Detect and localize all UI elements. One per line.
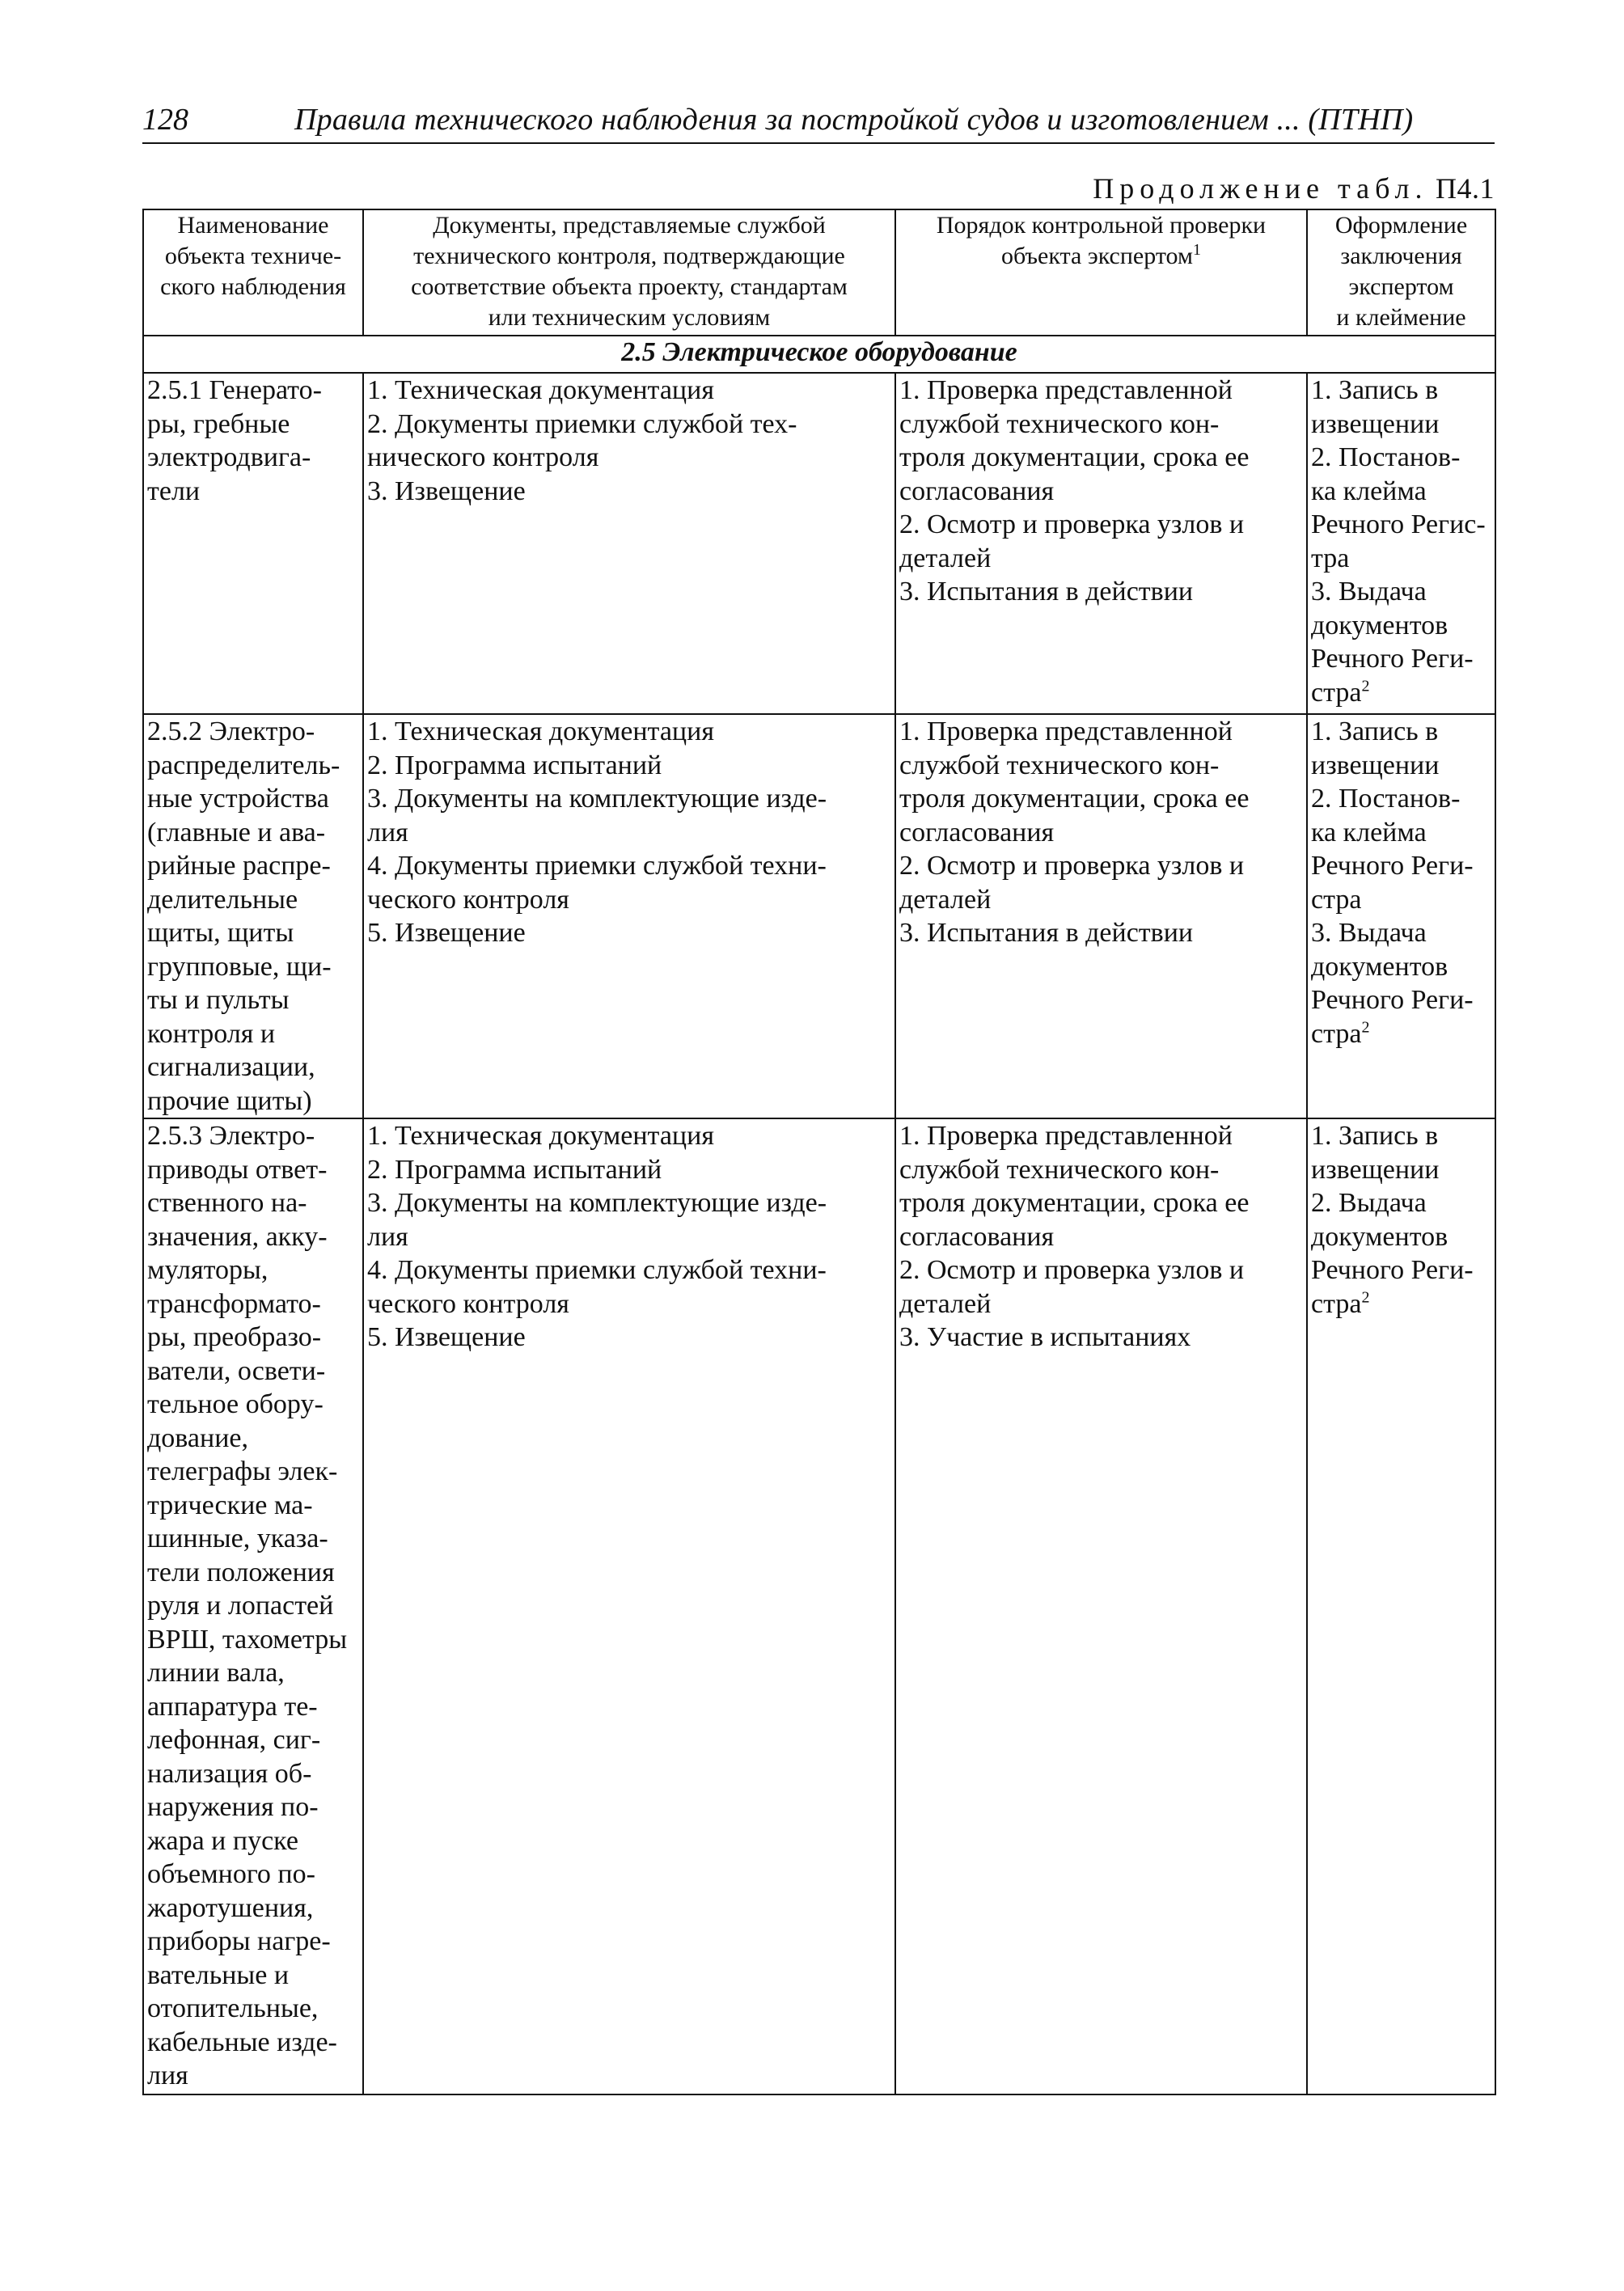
- cell-line: ка клейма: [1311, 817, 1427, 848]
- cell-line: 4. Документы приемки службой техни-: [367, 1255, 827, 1285]
- cell-line: Речного Реги-: [1311, 985, 1474, 1015]
- documents-cell: [363, 373, 895, 714]
- cell-line: тели положения: [147, 1557, 335, 1587]
- cell-line: деталей: [899, 543, 992, 573]
- cell-line: 2. Выдача: [1311, 1188, 1427, 1218]
- object-name-cell: [143, 373, 363, 714]
- header-line: экспертом: [1348, 273, 1454, 300]
- header-line: объекта техниче-: [164, 243, 342, 269]
- cell-line: службой технического кон-: [899, 408, 1220, 439]
- cell-line: (главные и ава-: [147, 817, 326, 848]
- running-head: [142, 102, 1495, 142]
- cell-line: 1. Проверка представленной: [899, 716, 1233, 746]
- documents-cell: [363, 714, 895, 1118]
- cell-line: ватели, освети-: [147, 1355, 326, 1386]
- cell-line: приводы ответ-: [147, 1154, 328, 1185]
- cell-line: 5. Извещение: [367, 918, 526, 948]
- cell-line: ры, преобразо-: [147, 1322, 322, 1352]
- header-line: соответствие объекта проекту, стандартам: [411, 273, 848, 300]
- cell-line: Речного Регис-: [1311, 509, 1486, 539]
- cell-line: документов: [1311, 951, 1448, 982]
- running-title: Правила технического наблюдения за постройкой судов и изготовлением ... (ПТНП): [294, 103, 1414, 137]
- cell-line: 2.5.1 Генерато-: [147, 375, 322, 405]
- control-procedure-cell: [895, 714, 1307, 1118]
- continuation-text: Продолжение табл.: [1093, 172, 1428, 205]
- control-procedure-cell: [895, 373, 1307, 714]
- cell-line: щиты, щиты: [147, 918, 294, 948]
- cell-line: нализация об-: [147, 1758, 312, 1789]
- header-line: и клеймение: [1336, 304, 1466, 331]
- header-line: заключения: [1340, 243, 1462, 269]
- cell-line: ные устройства: [147, 784, 329, 814]
- cell-line: 2.5.3 Электро-: [147, 1121, 315, 1151]
- cell-line: Речного Реги-: [1311, 1255, 1474, 1285]
- cell-line: ческого контроля: [367, 884, 569, 915]
- cell-line: 2. Постанов-: [1311, 442, 1461, 472]
- cell-line: трансформато-: [147, 1288, 321, 1319]
- cell-line: электродвига-: [147, 442, 311, 472]
- cell-line: 1. Запись в: [1311, 716, 1439, 746]
- cell-line: документов: [1311, 1221, 1448, 1252]
- cell-line: 3. Документы на комплектующие изде-: [367, 1188, 827, 1218]
- cell-line: вательные и: [147, 1959, 290, 1990]
- cell-line: 1. Запись в: [1311, 375, 1439, 405]
- header-documents: [363, 209, 895, 336]
- header-expert-conclusion: [1307, 209, 1495, 336]
- cell-line: линии вала,: [147, 1658, 285, 1688]
- cell-line: троля документации, срока ее: [899, 784, 1250, 814]
- cell-line: стра: [1311, 884, 1362, 915]
- cell-line: 1. Проверка представленной: [899, 1121, 1233, 1151]
- cell-line: контроля и: [147, 1018, 276, 1049]
- cell-line: делительные: [147, 884, 298, 915]
- cell-line: 3. Испытания в действии: [899, 577, 1194, 607]
- cell-line: извещении: [1311, 750, 1440, 780]
- cell-line: значения, акку-: [147, 1221, 328, 1252]
- cell-line: тели: [147, 476, 201, 506]
- cell-line: 2. Программа испытаний: [367, 750, 662, 780]
- footnote-mark: 1: [1192, 241, 1201, 259]
- cell-line: 2. Программа испытаний: [367, 1154, 662, 1185]
- cell-line: документов: [1311, 610, 1448, 640]
- cell-line: аппаратура те-: [147, 1691, 318, 1722]
- cell-line: муляторы,: [147, 1255, 269, 1285]
- cell-line: службой технического кон-: [899, 750, 1220, 780]
- footnote-mark: 2: [1361, 677, 1370, 695]
- cell-line: сигнализации,: [147, 1052, 315, 1082]
- cell-line: ры, гребные: [147, 408, 290, 439]
- expert-conclusion-cell: [1307, 1118, 1495, 2094]
- inspection-table: [142, 209, 1496, 2095]
- cell-line: троля документации, срока ее: [899, 442, 1250, 472]
- cell-line: 2. Документы приемки службой тех-: [367, 408, 797, 439]
- cell-line: Речного Реги-: [1311, 851, 1474, 881]
- table-row: [143, 1118, 1495, 2094]
- cell-line: жаротушения,: [147, 1892, 314, 1923]
- cell-line: 3. Испытания в действии: [899, 918, 1194, 948]
- header-line: Порядок контрольной проверки: [936, 212, 1267, 239]
- cell-line: ты и пульты: [147, 985, 290, 1015]
- cell-line: лия: [147, 2061, 188, 2090]
- cell-line: 1. Проверка представленной: [899, 375, 1233, 405]
- object-name-cell: [143, 1118, 363, 2094]
- cell-line: Речного Реги-: [1311, 644, 1474, 674]
- cell-line: групповые, щи-: [147, 951, 332, 982]
- cell-line: 5. Извещение: [367, 1322, 526, 1352]
- table-row: [143, 714, 1495, 1118]
- header-line: ского наблюдения: [160, 273, 346, 300]
- cell-line: согласования: [899, 817, 1055, 848]
- cell-line: ственного на-: [147, 1188, 307, 1218]
- table-continuation-label: [1093, 171, 1495, 205]
- header-control-procedure: [895, 209, 1307, 336]
- cell-line: нического контроля: [367, 442, 599, 472]
- documents-cell: [363, 1118, 895, 2094]
- expert-conclusion-cell: [1307, 373, 1495, 714]
- expert-conclusion-cell: [1307, 714, 1495, 1118]
- cell-line: стра$^2$: [1311, 1018, 1370, 1049]
- cell-line: 1. Техническая документация: [367, 375, 714, 405]
- cell-line: телеграфы элек-: [147, 1456, 338, 1486]
- cell-line: кабельные изде-: [147, 2027, 337, 2057]
- control-procedure-cell: [895, 1118, 1307, 2094]
- header-object-name: [143, 209, 363, 336]
- cell-line: извещении: [1311, 1154, 1440, 1185]
- page-number: 128: [142, 103, 188, 137]
- cell-line: службой технического кон-: [899, 1154, 1220, 1185]
- cell-line: ческого контроля: [367, 1288, 569, 1319]
- cell-line: 3. Выдача: [1311, 577, 1427, 607]
- cell-line: троля документации, срока ее: [899, 1188, 1250, 1218]
- cell-line: дование,: [147, 1422, 248, 1453]
- cell-line: распределитель-: [147, 750, 340, 780]
- cell-line: наружения по-: [147, 1792, 319, 1822]
- cell-line: 2. Постанов-: [1311, 784, 1461, 814]
- cell-line: прочие щиты): [147, 1085, 312, 1116]
- footnote-mark: 2: [1361, 1288, 1370, 1307]
- cell-line: 1. Техническая документация: [367, 1121, 714, 1151]
- cell-line: деталей: [899, 884, 992, 915]
- cell-line: отопительные,: [147, 1993, 319, 2023]
- table-header-row: [143, 209, 1495, 336]
- section-title: 2.5 Электрическое оборудование: [143, 336, 1495, 373]
- cell-line: ка клейма: [1311, 476, 1427, 506]
- cell-line: стра$^2$: [1311, 677, 1370, 708]
- cell-line: руля и лопастей: [147, 1591, 334, 1621]
- header-line: объекта экспертом$^1$: [1001, 241, 1201, 269]
- cell-line: рийные распре-: [147, 851, 331, 881]
- cell-line: 2. Осмотр и проверка узлов и: [899, 1255, 1245, 1285]
- cell-line: 2. Осмотр и проверка узлов и: [899, 851, 1245, 881]
- cell-line: 1. Запись в: [1311, 1121, 1439, 1151]
- cell-line: 3. Участие в испытаниях: [899, 1322, 1191, 1352]
- table-number: П4.1: [1436, 172, 1495, 205]
- cell-line: приборы нагре-: [147, 1926, 331, 1956]
- cell-line: деталей: [899, 1288, 992, 1319]
- cell-line: трические ма-: [147, 1490, 313, 1520]
- header-line: Наименование: [177, 212, 329, 239]
- cell-line: согласования: [899, 1221, 1055, 1252]
- cell-line: тра: [1311, 543, 1350, 573]
- cell-line: 1. Техническая документация: [367, 716, 714, 746]
- cell-line: извещении: [1311, 408, 1440, 439]
- cell-line: ВРШ, тахометры: [147, 1624, 348, 1655]
- cell-line: 3. Выдача: [1311, 918, 1427, 948]
- cell-line: согласования: [899, 476, 1055, 506]
- cell-line: 2. Осмотр и проверка узлов и: [899, 509, 1245, 539]
- header-line: Документы, представляемые службой: [433, 212, 826, 239]
- cell-line: стра$^2$: [1311, 1288, 1370, 1319]
- cell-line: шинные, указа-: [147, 1524, 328, 1553]
- section-row: [143, 336, 1495, 373]
- object-name-cell: [143, 714, 363, 1118]
- cell-line: лия: [367, 1221, 408, 1252]
- cell-line: лефонная, сиг-: [147, 1725, 321, 1755]
- header-line: Оформление: [1334, 212, 1468, 239]
- cell-line: лия: [367, 817, 408, 848]
- cell-line: 3. Документы на комплектующие изде-: [367, 784, 827, 814]
- cell-line: жара и пуске: [147, 1825, 298, 1856]
- table-row: [143, 373, 1495, 714]
- header-line: или техническим условиям: [488, 304, 771, 331]
- cell-line: 3. Извещение: [367, 476, 526, 506]
- footnote-mark: 2: [1361, 1018, 1370, 1037]
- cell-line: 4. Документы приемки службой техни-: [367, 851, 827, 881]
- cell-line: 2.5.2 Электро-: [147, 716, 315, 746]
- header-rule: [142, 142, 1495, 144]
- cell-line: тельное обору-: [147, 1389, 324, 1419]
- header-line: технического контроля, подтверждающие: [413, 243, 845, 269]
- cell-line: объемного по-: [147, 1859, 315, 1889]
